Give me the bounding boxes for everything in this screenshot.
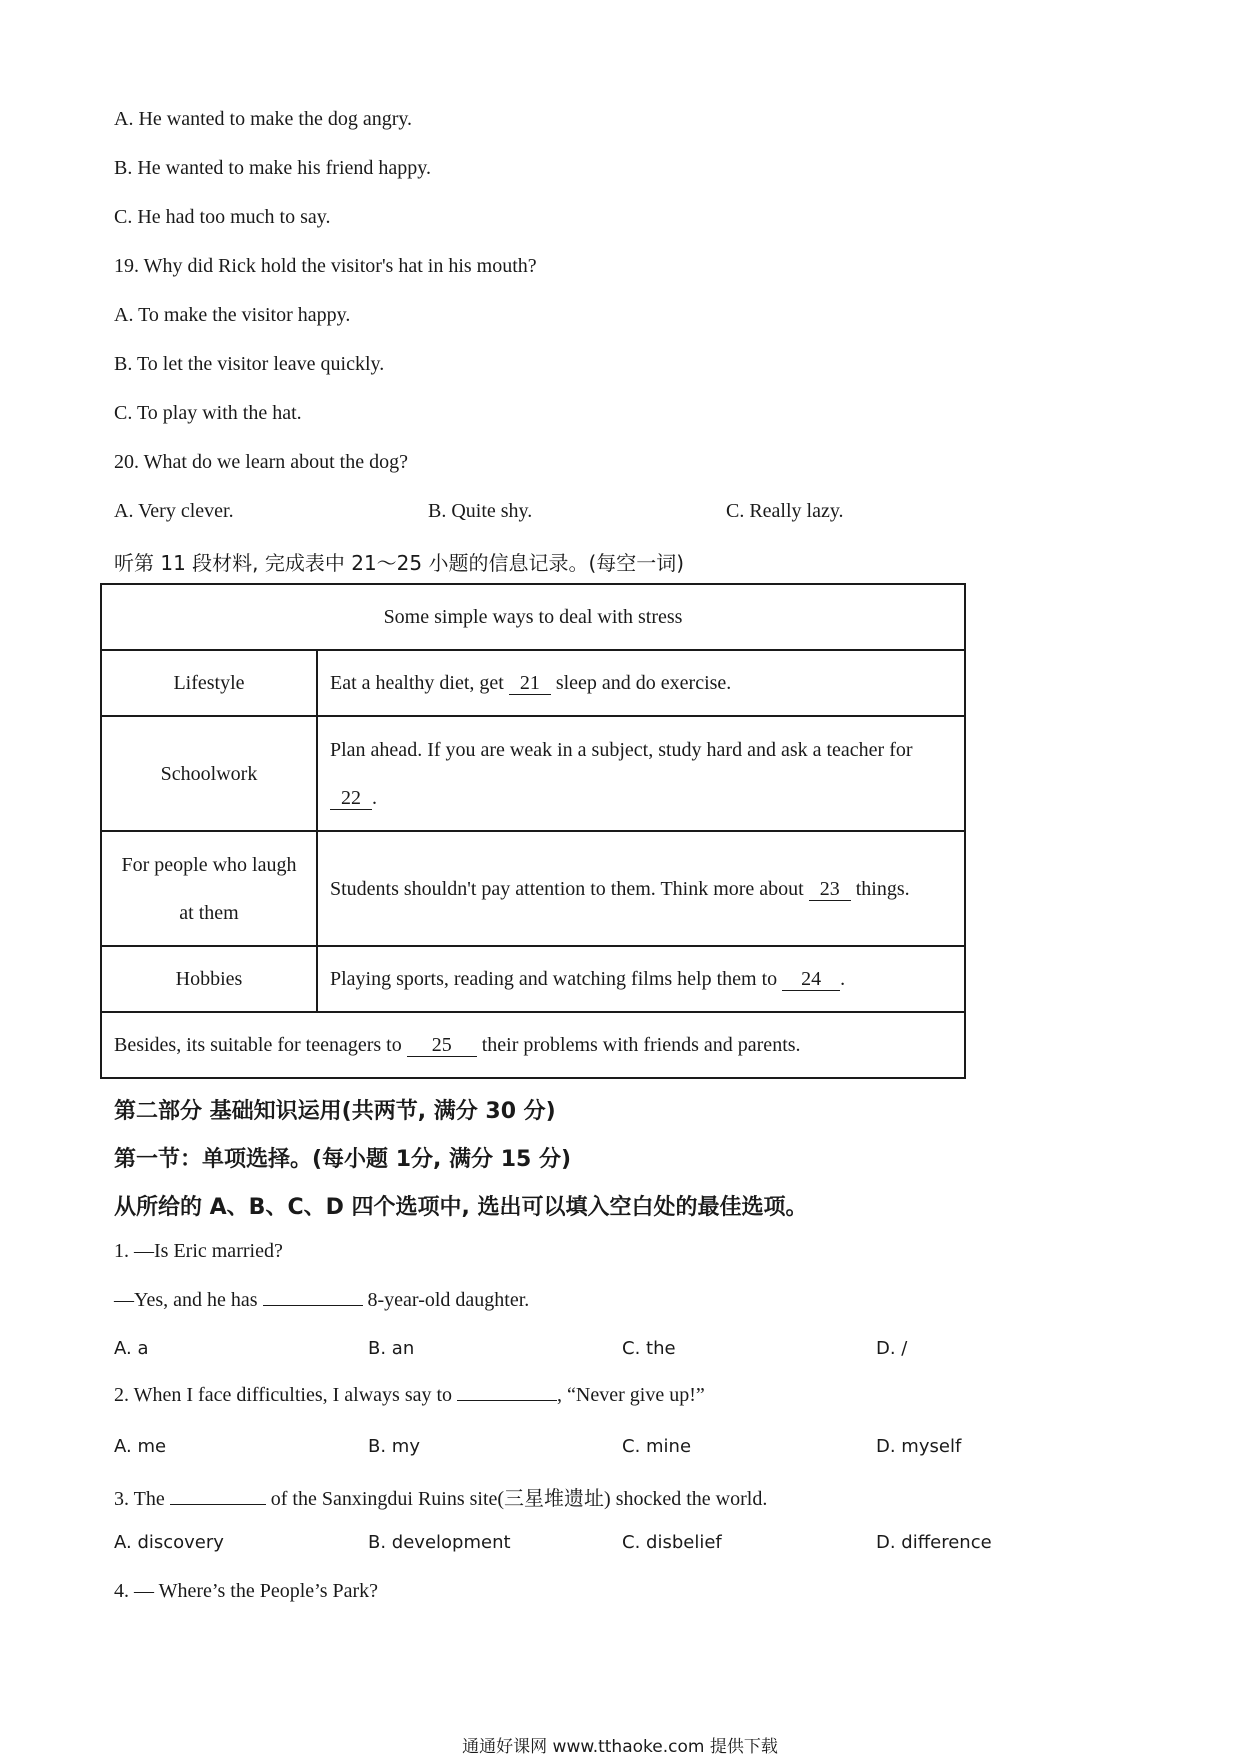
q19-option-c: C. To play with the hat.: [114, 402, 302, 424]
mc3-option-a: A. discovery: [114, 1532, 224, 1553]
q18-option-b: B. He wanted to make his friend happy.: [114, 157, 431, 179]
mc1-question: 1. —Is Eric married?: [114, 1240, 283, 1262]
table-row: [101, 946, 965, 1012]
mc1-option-a: A. a: [114, 1338, 149, 1359]
mc1-option-c: C. the: [622, 1338, 676, 1359]
q20-question: 20. What do we learn about the dog?: [114, 451, 408, 473]
mc2-option-b: B. my: [368, 1436, 420, 1457]
table-footer: Besides, its suitable for teenagers to 25 their problems with friends and parents.: [101, 1012, 965, 1078]
mc2-question: 2. When I face difficulties, I always say to , “Never give up!”: [114, 1384, 705, 1406]
q20-option-b: B. Quite shy.: [428, 500, 533, 522]
q19-option-b: B. To let the visitor leave quickly.: [114, 353, 385, 375]
row-content: Plan ahead. If you are weak in a subject, study hard and ask a teacher for 22 .: [317, 716, 965, 831]
answer-blank: 21: [509, 673, 551, 695]
row-content: Eat a healthy diet, get 21 sleep and do exercise.: [317, 650, 965, 716]
mc3-option-c: C. disbelief: [622, 1532, 722, 1553]
section1-heading: 第一节：单项选择。(每小题 1分, 满分 15 分): [114, 1147, 572, 1172]
answer-blank: 23: [809, 879, 851, 901]
section1-instruction: 从所给的 A、B、C、D 四个选项中, 选出可以填入空白处的最佳选项。: [114, 1195, 808, 1220]
mc3-option-d: D. difference: [876, 1532, 992, 1553]
answer-blank: [263, 1305, 363, 1306]
row-label: Hobbies: [101, 946, 317, 1012]
q19-question: 19. Why did Rick hold the visitor's hat in his mouth?: [114, 255, 537, 277]
mc4-question: 4. — Where’s the People’s Park?: [114, 1580, 379, 1602]
row-content: Students shouldn't pay attention to them. Think more about 23 things.: [317, 831, 965, 946]
row-label: Schoolwork: [101, 716, 317, 831]
table-row: [101, 716, 965, 831]
part2-heading: 第二部分 基础知识运用(共两节, 满分 30 分): [114, 1099, 556, 1124]
mc1-option-d: D. /: [876, 1338, 908, 1359]
q19-option-a: A. To make the visitor happy.: [114, 304, 351, 326]
table-row: [101, 650, 965, 716]
mc2-option-c: C. mine: [622, 1436, 692, 1457]
row-label: For people who laugh at them: [101, 831, 317, 946]
page-footer: 通通好课网 www.tthaoke.com 提供下载: [462, 1737, 778, 1757]
answer-blank: 22: [330, 788, 372, 810]
q18-option-a: A. He wanted to make the dog angry.: [114, 108, 413, 130]
q18-option-c: C. He had too much to say.: [114, 206, 331, 228]
mc2-option-a: A. me: [114, 1436, 167, 1457]
mc2-option-d: D. myself: [876, 1436, 962, 1457]
q20-option-a: A. Very clever.: [114, 500, 234, 522]
stress-table: [100, 583, 966, 1079]
answer-blank: 24: [782, 969, 840, 991]
q20-option-c: C. Really lazy.: [726, 500, 844, 522]
row-label: Lifestyle: [101, 650, 317, 716]
mc1-option-b: B. an: [368, 1338, 415, 1359]
mc1-answer-line: —Yes, and he has 8-year-old daughter.: [114, 1289, 530, 1311]
mc3-option-b: B. development: [368, 1532, 511, 1553]
answer-blank: [170, 1504, 266, 1505]
listening-instruction: 听第 11 段材料, 完成表中 21～25 小题的信息记录。(每空一词): [114, 551, 685, 575]
mc3-question: 3. The of the Sanxingdui Ruins site(三星堆遗址) shocked the world.: [114, 1488, 768, 1510]
answer-blank: 25: [407, 1035, 477, 1057]
table-row: [101, 831, 965, 946]
answer-blank: [457, 1400, 557, 1401]
row-content: Playing sports, reading and watching films help them to 24 .: [317, 946, 965, 1012]
table-title: Some simple ways to deal with stress: [101, 584, 965, 650]
table-footer-row: [101, 1012, 965, 1078]
